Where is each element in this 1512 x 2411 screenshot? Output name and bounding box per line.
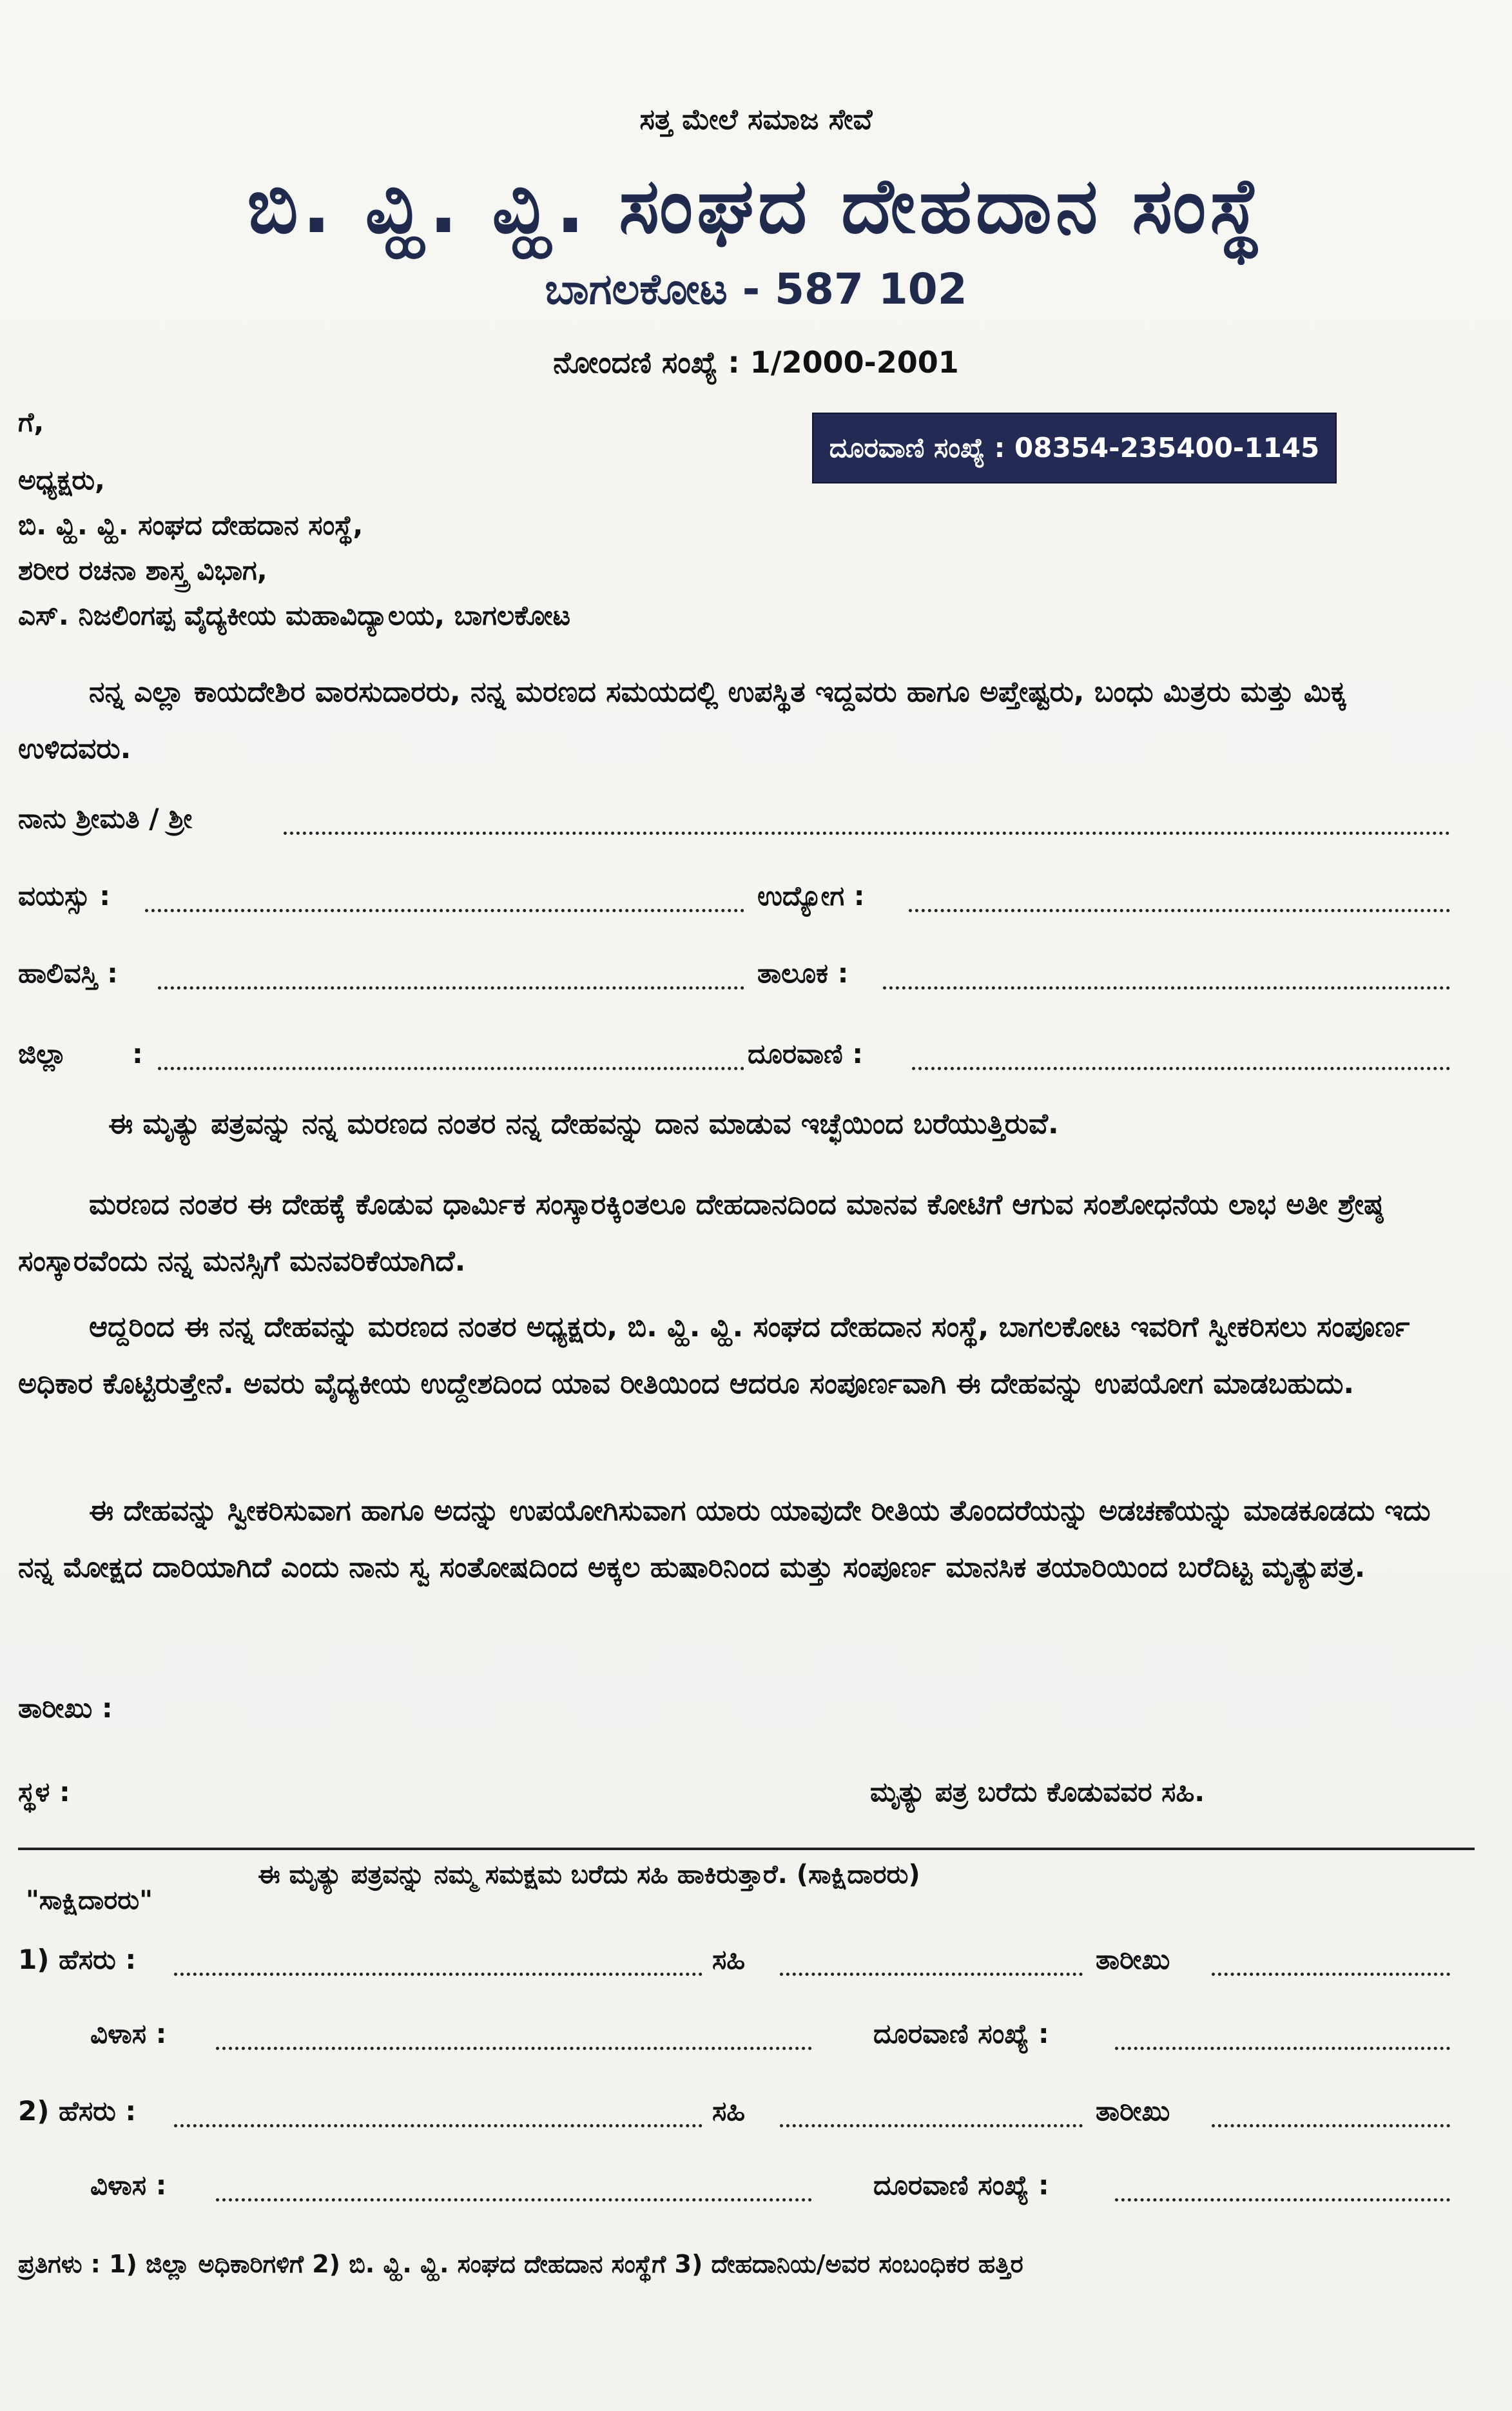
residence-label: ಹಾಲಿವಸ್ತಿ :: [18, 957, 118, 989]
address-line-3: ಶರೀರ ರಚನಾ ಶಾಸ್ತ್ರ ವಿಭಾಗ,: [18, 554, 267, 586]
signer-label: ಮೃತ್ಯು ಪತ್ರ ಬರೆದು ಕೊಡುವವರ ಸಹಿ.: [870, 1776, 1205, 1808]
witness-2-name-label: 2) ಹೆಸರು :: [18, 2095, 137, 2127]
phone-field[interactable]: [912, 1067, 1450, 1070]
paragraph-4: ಈ ದೇಹವನ್ನು ಸ್ವೀಕರಿಸುವಾಗ ಹಾಗೂ ಅದನ್ನು ಉಪಯೋಗಿಸುವಾಗ ಯಾರು ಯಾವುದೇ ರೀತಿಯ ತೊಂದರೆಯನ್ನು ಅಡಚಣೆಯನ್ನು ಮಾಡಕೂಡದು ಇದು ನನ್ನ ಮೋಕ್ಷದ ದಾರಿಯಾಗಿದೆ ಎಂದು ನಾನು ಸ್ವ ಸಂತೋಷದಿಂದ ಅಕ್ಕಲ ಹುಷಾರಿನಿಂದ ಮತ್ತು ಸಂಪೂರ್ಣ ಮಾನಸಿಕ ತಯಾರಿಯಿಂದ ಬರೆದಿಟ್ಟ ಮೃತ್ಯುಪತ್ರ.: [18, 1494, 1431, 1584]
address-line-1: ಅಧ್ಯಕ್ಷರು,: [18, 464, 105, 496]
phone-banner: [812, 413, 1337, 483]
witness-1-date-field[interactable]: [1212, 1973, 1450, 1976]
phone-label: ದೂರವಾಣಿ :: [748, 1038, 864, 1069]
paragraph-2: ಮರಣದ ನಂತರ ಈ ದೇಹಕ್ಕೆ ಕೊಡುವ ಧಾರ್ಮಿಕ ಸಂಸ್ಕಾರಕ್ಕಿಂತಲೂ ದೇಹದಾನದಿಂದ ಮಾನವ ಕೋಟಿಗೆ ಆಗುವ ಸಂಶೋಧನೆಯ ಲಾಭ ಅತೀ ಶ್ರೇಷ್ಠ ಸಂಸ್ಕಾರವೆಂದು ನನ್ನ ಮನಸ್ಸಿಗೆ ಮನವರಿಕೆಯಾಗಿದೆ.: [18, 1188, 1384, 1278]
witness-1-sign-label: ಸಹಿ: [712, 1944, 746, 1975]
district-field[interactable]: [158, 1067, 744, 1070]
separator-line: [18, 1848, 1475, 1850]
witness-2-sign-field[interactable]: [780, 2124, 1083, 2127]
witness-2-sign-label: ಸಹಿ: [712, 2095, 746, 2127]
witness-1-name-field[interactable]: [174, 1973, 703, 1976]
witness-heading: ಈ ಮೃತ್ಯು ಪತ್ರವನ್ನು ನಮ್ಮ ಸಮಕ್ಷಮ ಬರೆದು ಸಹಿ ಹಾಕಿರುತ್ತಾರೆ. (ಸಾಕ್ಷಿದಾರರು): [258, 1860, 920, 1889]
witness-2-date-label: ತಾರೀಖು: [1096, 2095, 1170, 2127]
witness-2-phone-field[interactable]: [1115, 2198, 1450, 2201]
witness-2-address-label: ವಿಳಾಸ :: [90, 2169, 167, 2201]
name-field[interactable]: [284, 832, 1450, 835]
city-pincode: ಬಾಗಲಕೋಟ - 587 102: [545, 264, 967, 314]
motto: ಸತ್ತ ಮೇಲೆ ಸಮಾಜ ಸೇವೆ: [639, 103, 873, 136]
district-colon: :: [132, 1038, 143, 1069]
witness-1-name-label: 1) ಹೆಸರು :: [18, 1944, 137, 1975]
name-label: ನಾನು ಶ್ರೀಮತಿ / ಶ್ರೀ: [18, 803, 193, 834]
occupation-label: ಉದ್ಯೋಗ :: [757, 880, 865, 912]
address-line-4: ಎಸ್. ನಿಜಲಿಂಗಪ್ಪ ವೈದ್ಯಕೀಯ ಮಹಾವಿದ್ಯಾಲಯ, ಬಾಗಲಕೋಟ: [18, 600, 571, 631]
copies-note: ಪ್ರತಿಗಳು : 1) ಜಿಲ್ಲಾ ಅಧಿಕಾರಿಗಳಿಗೆ 2) ಬಿ. ವ್ಹಿ. ವ್ಹಿ. ಸಂಘದ ದೇಹದಾನ ಸಂಸ್ಥೆಗೆ 3) ದೇಹದಾನಿಯ/ಅವರ ಸಂಬಂಧಿಕರ ಹತ್ತಿರ: [18, 2250, 1023, 2278]
witness-2-date-field[interactable]: [1212, 2124, 1450, 2127]
residence-field[interactable]: [158, 986, 744, 990]
taluk-field[interactable]: [883, 986, 1450, 990]
paragraph-1: ಈ ಮೃತ್ಯು ಪತ್ರವನ್ನು ನನ್ನ ಮರಣದ ನಂತರ ನನ್ನ ದೇಹವನ್ನು ದಾನ ಮಾಡುವ ಇಚ್ಛೆಯಿಂದ ಬರೆಯುತ್ತಿರುವೆ.: [108, 1108, 1059, 1140]
witness-2-phone-label: ದೂರವಾಣಿ ಸಂಖ್ಯೆ :: [873, 2169, 1049, 2201]
witness-1-phone-label: ದೂರವಾಣಿ ಸಂಖ್ಯೆ :: [873, 2018, 1049, 2049]
witness-1-sign-field[interactable]: [780, 1973, 1083, 1976]
witness-label: "ಸಾಕ್ಷಿದಾರರು": [26, 1886, 153, 1915]
district-label: ಜಿಲ್ಲಾ: [18, 1038, 67, 1069]
intro-paragraph: ನನ್ನ ಎಲ್ಲಾ ಕಾಯದೇಶಿರ ವಾರಸುದಾರರು, ನನ್ನ ಮರಣದ ಸಮಯದಲ್ಲಿ ಉಪಸ್ಥಿತ ಇದ್ದವರು ಹಾಗೂ ಅಪ್ತೇಷ್ಟರು, ಬಂಧು ಮಿತ್ರರು ಮತ್ತು ಮಿಕ್ಕ ಉಳಿದವರು.: [18, 676, 1346, 765]
occupation-field[interactable]: [909, 909, 1450, 912]
address-to: ಗೆ,: [18, 406, 44, 438]
paragraph-3: ಆದ್ದರಿಂದ ಈ ನನ್ನ ದೇಹವನ್ನು ಮರಣದ ನಂತರ ಅಧ್ಯಕ್ಷರು, ಬಿ. ವ್ಹಿ. ವ್ಹಿ. ಸಂಘದ ದೇಹದಾನ ಸಂಸ್ಥೆ, ಬಾಗಲಕೋಟ ಇವರಿಗೆ ಸ್ವೀಕರಿಸಲು ಸಂಪೂರ್ಣ ಅಧಿಕಾರ ಕೊಟ್ಟಿರುತ್ತೇನೆ. ಅವರು ವೈದ್ಯಕೀಯ ಉದ್ದೇಶದಿಂದ ಯಾವ ರೀತಿಯಿಂದ ಆದರೂ ಸಂಪೂರ್ಣವಾಗಿ ಈ ದೇಹವನ್ನು ಉಪಯೋಗ ಮಾಡಬಹುದು.: [18, 1311, 1410, 1400]
witness-1-address-label: ವಿಳಾಸ :: [90, 2018, 167, 2049]
witness-2-name-field[interactable]: [174, 2124, 703, 2127]
witness-2-address-field[interactable]: [216, 2198, 812, 2201]
phone-banner-text: ದೂರವಾಣಿ ಸಂಖ್ಯೆ : 08354-235400-1145: [829, 432, 1320, 464]
date-label: ತಾರೀಖು :: [18, 1692, 113, 1724]
witness-1-date-label: ತಾರೀಖು: [1096, 1944, 1170, 1975]
witness-1-address-field[interactable]: [216, 2047, 812, 2050]
place-label: ಸ್ಥಳ :: [18, 1776, 70, 1808]
registration-number: ನೋಂದಣಿ ಸಂಖ್ಯೆ : 1/2000-2001: [553, 345, 959, 380]
organization-name: ಬಿ. ವ್ಹಿ. ವ್ಹಿ. ಸಂಘದ ದೇಹದಾನ ಸಂಸ್ಥೆ: [247, 161, 1265, 250]
age-label: ವಯಸ್ಸು :: [18, 880, 111, 912]
witness-1-phone-field[interactable]: [1115, 2047, 1450, 2050]
age-field[interactable]: [145, 909, 744, 912]
taluk-label: ತಾಲೂಕ :: [757, 957, 849, 989]
address-line-2: ಬಿ. ವ್ಹಿ. ವ್ಹಿ. ಸಂಘದ ದೇಹದಾನ ಸಂಸ್ಥೆ,: [18, 509, 363, 541]
